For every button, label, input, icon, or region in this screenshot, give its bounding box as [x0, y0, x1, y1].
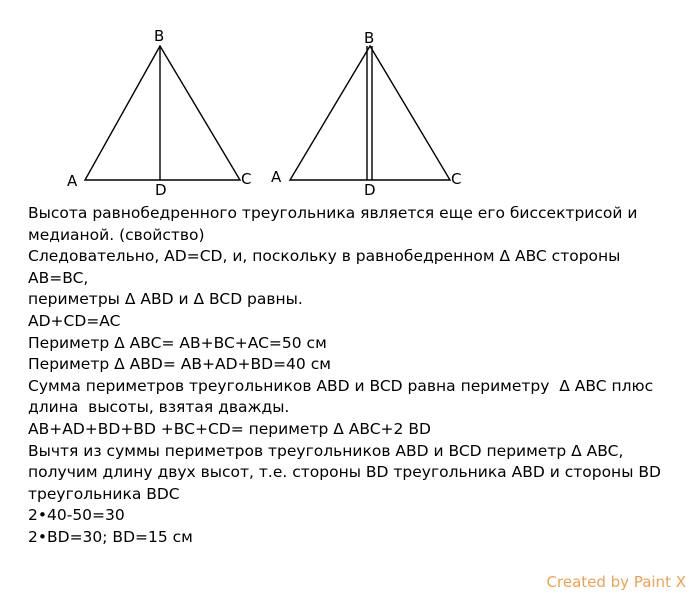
solution-line: треугольника BDC [28, 484, 180, 503]
solution-line: Периметр Δ ABC= AB+BC+AC=50 см [28, 333, 327, 352]
left-label-b: B [154, 27, 165, 45]
solution-line: медианой. (свойство) [28, 225, 205, 244]
solution-line: 2•BD=30; BD=15 см [28, 527, 193, 546]
left-label-d: D [155, 181, 167, 199]
solution-text [28, 203, 688, 549]
left-label-c: C [241, 170, 252, 188]
right-label-c: C [451, 170, 462, 188]
right-label-d: D [364, 181, 376, 199]
solution-line: AD+CD=AC [28, 311, 121, 330]
right-label-a: A [271, 168, 282, 186]
right-triangle [271, 29, 461, 199]
left-triangle [67, 27, 251, 199]
left-triangle-outline [85, 46, 240, 180]
solution-line: Вычтя из суммы периметров треугольников ABD и BCD периметр Δ ABC, [28, 441, 624, 460]
left-label-a: A [67, 172, 78, 190]
solution-line: Сумма периметров треугольников ABD и BCD равна периметру Δ ABC плюс [28, 376, 654, 395]
solution-line: Следовательно, AD=CD, и, поскольку в равнобедренном Δ ABC стороны [28, 247, 621, 266]
solution-line: периметры Δ ABD и Δ BCD равны. [28, 290, 303, 309]
solution-line: AB=BC, [28, 268, 89, 287]
solution-line: получим длину двух высот, т.е. стороны BD треугольника ABD и стороны BD [28, 463, 661, 482]
solution-line: AB+AD+BD+BD +BC+CD= периметр Δ ABC+2 BD [28, 419, 431, 438]
solution-line: 2•40-50=30 [28, 506, 125, 525]
watermark-text: Created by Paint X [546, 573, 686, 591]
solution-line: длина высоты, взятая дважды. [28, 398, 290, 417]
right-triangle-outline [290, 46, 450, 180]
right-label-b: B [364, 29, 375, 47]
solution-line: Периметр Δ ABD= AB+AD+BD=40 см [28, 355, 331, 374]
solution-line: Высота равнобедренного треугольника является еще его биссектрисой и [28, 204, 638, 222]
triangle-figure [0, 0, 700, 210]
